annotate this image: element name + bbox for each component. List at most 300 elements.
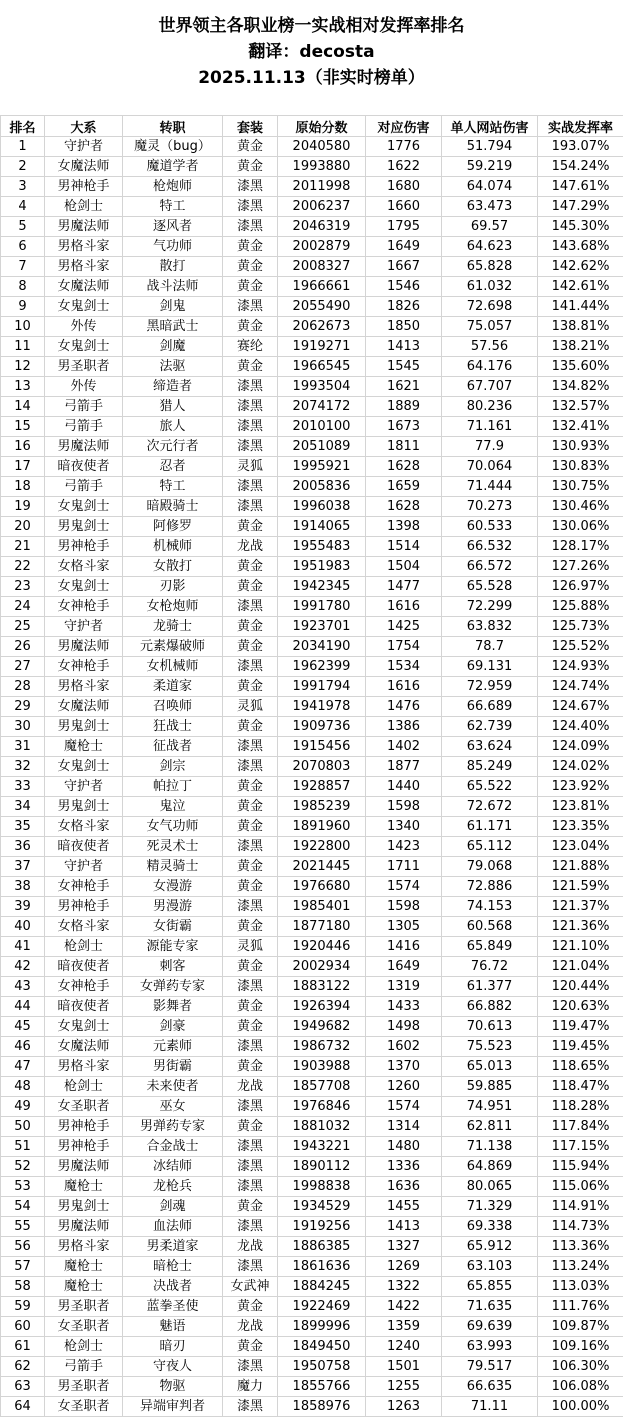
- cell-rank: 45: [1, 1017, 45, 1037]
- table-row: [1, 1317, 623, 1337]
- cell-rank: 12: [1, 357, 45, 377]
- cell-damage: 1480: [366, 1137, 442, 1157]
- cell-class: 弓箭手: [45, 417, 123, 437]
- cell-subclass: 剑豪: [123, 1017, 223, 1037]
- cell-set: 赛纶: [223, 337, 278, 357]
- cell-rank: 61: [1, 1337, 45, 1357]
- cell-raw-score: 1928857: [278, 777, 366, 797]
- table-row: [1, 817, 623, 837]
- cell-rank: 51: [1, 1137, 45, 1157]
- column-header-raw-score: 原始分数: [278, 116, 366, 137]
- table-row: [1, 1297, 623, 1317]
- cell-damage: 1660: [366, 197, 442, 217]
- cell-performance-rate: 123.81%: [538, 797, 623, 817]
- table-row: [1, 1097, 623, 1117]
- cell-raw-score: 2021445: [278, 857, 366, 877]
- cell-raw-score: 1966545: [278, 357, 366, 377]
- cell-raw-score: 1923701: [278, 617, 366, 637]
- cell-subclass: 合金战士: [123, 1137, 223, 1157]
- cell-solo-site-damage: 75.057: [442, 317, 538, 337]
- cell-damage: 1416: [366, 937, 442, 957]
- cell-damage: 1649: [366, 957, 442, 977]
- cell-raw-score: 1890112: [278, 1157, 366, 1177]
- cell-set: 漆黑: [223, 1257, 278, 1277]
- cell-rank: 54: [1, 1197, 45, 1217]
- cell-raw-score: 1857708: [278, 1077, 366, 1097]
- cell-solo-site-damage: 85.249: [442, 757, 538, 777]
- table-row: [1, 237, 623, 257]
- cell-set: 漆黑: [223, 397, 278, 417]
- cell-performance-rate: 134.82%: [538, 377, 623, 397]
- cell-rank: 16: [1, 437, 45, 457]
- cell-damage: 1425: [366, 617, 442, 637]
- cell-damage: 1649: [366, 237, 442, 257]
- cell-performance-rate: 124.67%: [538, 697, 623, 717]
- cell-solo-site-damage: 65.849: [442, 937, 538, 957]
- cell-rank: 7: [1, 257, 45, 277]
- cell-rank: 20: [1, 517, 45, 537]
- cell-rank: 56: [1, 1237, 45, 1257]
- cell-raw-score: 1849450: [278, 1337, 366, 1357]
- cell-raw-score: 1993504: [278, 377, 366, 397]
- cell-performance-rate: 118.65%: [538, 1057, 623, 1077]
- table-row: [1, 1397, 623, 1417]
- cell-performance-rate: 145.30%: [538, 217, 623, 237]
- cell-class: 弓箭手: [45, 477, 123, 497]
- cell-raw-score: 1886385: [278, 1237, 366, 1257]
- cell-subclass: 女漫游: [123, 877, 223, 897]
- cell-rank: 39: [1, 897, 45, 917]
- cell-solo-site-damage: 65.528: [442, 577, 538, 597]
- cell-performance-rate: 132.41%: [538, 417, 623, 437]
- cell-solo-site-damage: 66.689: [442, 697, 538, 717]
- cell-rank: 46: [1, 1037, 45, 1057]
- cell-solo-site-damage: 69.338: [442, 1217, 538, 1237]
- cell-rank: 6: [1, 237, 45, 257]
- cell-set: 漆黑: [223, 437, 278, 457]
- cell-damage: 1314: [366, 1117, 442, 1137]
- cell-damage: 1305: [366, 917, 442, 937]
- cell-performance-rate: 114.91%: [538, 1197, 623, 1217]
- cell-subclass: 暗殿骑士: [123, 497, 223, 517]
- cell-raw-score: 1903988: [278, 1057, 366, 1077]
- table-row: [1, 1117, 623, 1137]
- cell-subclass: 决战者: [123, 1277, 223, 1297]
- cell-solo-site-damage: 66.882: [442, 997, 538, 1017]
- cell-class: 女鬼剑士: [45, 297, 123, 317]
- cell-performance-rate: 114.73%: [538, 1217, 623, 1237]
- cell-class: 女神枪手: [45, 597, 123, 617]
- cell-performance-rate: 124.93%: [538, 657, 623, 677]
- cell-subclass: 阿修罗: [123, 517, 223, 537]
- cell-class: 女神枪手: [45, 877, 123, 897]
- cell-set: 漆黑: [223, 377, 278, 397]
- cell-raw-score: 1985239: [278, 797, 366, 817]
- cell-performance-rate: 128.17%: [538, 537, 623, 557]
- cell-solo-site-damage: 70.064: [442, 457, 538, 477]
- cell-set: 灵狐: [223, 937, 278, 957]
- cell-damage: 1534: [366, 657, 442, 677]
- cell-raw-score: 1955483: [278, 537, 366, 557]
- cell-damage: 1319: [366, 977, 442, 997]
- cell-raw-score: 1899996: [278, 1317, 366, 1337]
- cell-damage: 1776: [366, 137, 442, 157]
- cell-damage: 1711: [366, 857, 442, 877]
- cell-damage: 1240: [366, 1337, 442, 1357]
- cell-damage: 1616: [366, 677, 442, 697]
- cell-set: 黄金: [223, 1197, 278, 1217]
- cell-subclass: 精灵骑士: [123, 857, 223, 877]
- cell-solo-site-damage: 77.9: [442, 437, 538, 457]
- table-row: [1, 837, 623, 857]
- cell-class: 男神枪手: [45, 537, 123, 557]
- cell-rank: 47: [1, 1057, 45, 1077]
- cell-solo-site-damage: 60.568: [442, 917, 538, 937]
- cell-class: 女圣职者: [45, 1097, 123, 1117]
- cell-damage: 1402: [366, 737, 442, 757]
- cell-raw-score: 2010100: [278, 417, 366, 437]
- cell-damage: 1498: [366, 1017, 442, 1037]
- cell-damage: 1636: [366, 1177, 442, 1197]
- cell-subclass: 剑魂: [123, 1197, 223, 1217]
- cell-set: 黄金: [223, 1337, 278, 1357]
- cell-set: 黄金: [223, 257, 278, 277]
- cell-damage: 1680: [366, 177, 442, 197]
- cell-set: 黄金: [223, 1057, 278, 1077]
- cell-raw-score: 1914065: [278, 517, 366, 537]
- cell-raw-score: 2008327: [278, 257, 366, 277]
- cell-subclass: 守夜人: [123, 1357, 223, 1377]
- cell-solo-site-damage: 71.161: [442, 417, 538, 437]
- table-row: [1, 917, 623, 937]
- cell-damage: 1598: [366, 797, 442, 817]
- cell-set: 漆黑: [223, 757, 278, 777]
- cell-solo-site-damage: 63.103: [442, 1257, 538, 1277]
- cell-damage: 1598: [366, 897, 442, 917]
- cell-class: 弓箭手: [45, 1357, 123, 1377]
- cell-solo-site-damage: 71.138: [442, 1137, 538, 1157]
- cell-class: 守护者: [45, 137, 123, 157]
- cell-solo-site-damage: 51.794: [442, 137, 538, 157]
- cell-set: 漆黑: [223, 177, 278, 197]
- cell-class: 男格斗家: [45, 677, 123, 697]
- cell-solo-site-damage: 72.959: [442, 677, 538, 697]
- cell-solo-site-damage: 71.635: [442, 1297, 538, 1317]
- cell-solo-site-damage: 62.811: [442, 1117, 538, 1137]
- cell-performance-rate: 147.29%: [538, 197, 623, 217]
- cell-set: 漆黑: [223, 217, 278, 237]
- table-row: [1, 377, 623, 397]
- cell-set: 漆黑: [223, 1177, 278, 1197]
- cell-raw-score: 1962399: [278, 657, 366, 677]
- cell-class: 男鬼剑士: [45, 717, 123, 737]
- cell-performance-rate: 125.52%: [538, 637, 623, 657]
- cell-class: 男神枪手: [45, 897, 123, 917]
- cell-raw-score: 1915456: [278, 737, 366, 757]
- cell-raw-score: 1985401: [278, 897, 366, 917]
- cell-subclass: 影舞者: [123, 997, 223, 1017]
- cell-set: 龙战: [223, 537, 278, 557]
- cell-class: 枪剑士: [45, 1337, 123, 1357]
- cell-damage: 1255: [366, 1377, 442, 1397]
- cell-set: 黄金: [223, 817, 278, 837]
- cell-solo-site-damage: 61.032: [442, 277, 538, 297]
- cell-subclass: 血法师: [123, 1217, 223, 1237]
- cell-set: 龙战: [223, 1317, 278, 1337]
- cell-rank: 34: [1, 797, 45, 817]
- cell-subclass: 召唤师: [123, 697, 223, 717]
- cell-damage: 1574: [366, 1097, 442, 1117]
- cell-subclass: 黑暗武士: [123, 317, 223, 337]
- cell-rank: 11: [1, 337, 45, 357]
- cell-rank: 27: [1, 657, 45, 677]
- cell-subclass: 柔道家: [123, 677, 223, 697]
- cell-class: 男圣职者: [45, 1297, 123, 1317]
- cell-damage: 1628: [366, 457, 442, 477]
- cell-subclass: 龙骑士: [123, 617, 223, 637]
- cell-rank: 63: [1, 1377, 45, 1397]
- cell-damage: 1413: [366, 337, 442, 357]
- cell-raw-score: 1884245: [278, 1277, 366, 1297]
- cell-solo-site-damage: 69.57: [442, 217, 538, 237]
- cell-rank: 42: [1, 957, 45, 977]
- cell-damage: 1422: [366, 1297, 442, 1317]
- cell-damage: 1269: [366, 1257, 442, 1277]
- cell-rank: 13: [1, 377, 45, 397]
- cell-raw-score: 1996038: [278, 497, 366, 517]
- table-row: [1, 457, 623, 477]
- cell-performance-rate: 123.35%: [538, 817, 623, 837]
- cell-performance-rate: 106.08%: [538, 1377, 623, 1397]
- cell-class: 男格斗家: [45, 1237, 123, 1257]
- cell-raw-score: 1942345: [278, 577, 366, 597]
- cell-raw-score: 1986732: [278, 1037, 366, 1057]
- cell-raw-score: 1919271: [278, 337, 366, 357]
- cell-damage: 1795: [366, 217, 442, 237]
- cell-performance-rate: 121.37%: [538, 897, 623, 917]
- cell-rank: 14: [1, 397, 45, 417]
- cell-set: 漆黑: [223, 477, 278, 497]
- cell-damage: 1754: [366, 637, 442, 657]
- cell-solo-site-damage: 71.444: [442, 477, 538, 497]
- cell-damage: 1440: [366, 777, 442, 797]
- cell-raw-score: 1858976: [278, 1397, 366, 1417]
- cell-solo-site-damage: 59.219: [442, 157, 538, 177]
- column-header-rank: 排名: [1, 116, 45, 137]
- table-row: [1, 357, 623, 377]
- cell-rank: 18: [1, 477, 45, 497]
- table-row: [1, 697, 623, 717]
- table-row: [1, 197, 623, 217]
- cell-set: 龙战: [223, 1077, 278, 1097]
- cell-set: 黄金: [223, 357, 278, 377]
- cell-class: 男圣职者: [45, 357, 123, 377]
- cell-set: 漆黑: [223, 597, 278, 617]
- cell-class: 魔枪士: [45, 1177, 123, 1197]
- cell-subclass: 特工: [123, 477, 223, 497]
- cell-rank: 40: [1, 917, 45, 937]
- table-row: [1, 297, 623, 317]
- cell-raw-score: 1950758: [278, 1357, 366, 1377]
- table-row: [1, 777, 623, 797]
- cell-solo-site-damage: 67.707: [442, 377, 538, 397]
- cell-damage: 1514: [366, 537, 442, 557]
- cell-raw-score: 2040580: [278, 137, 366, 157]
- cell-subclass: 枪炮师: [123, 177, 223, 197]
- cell-rank: 4: [1, 197, 45, 217]
- cell-solo-site-damage: 65.013: [442, 1057, 538, 1077]
- cell-set: 黄金: [223, 277, 278, 297]
- cell-class: 男神枪手: [45, 1137, 123, 1157]
- cell-raw-score: 1991794: [278, 677, 366, 697]
- cell-performance-rate: 125.88%: [538, 597, 623, 617]
- table-row: [1, 477, 623, 497]
- cell-performance-rate: 117.15%: [538, 1137, 623, 1157]
- cell-rank: 60: [1, 1317, 45, 1337]
- table-row: [1, 997, 623, 1017]
- cell-subclass: 元素爆破师: [123, 637, 223, 657]
- cell-performance-rate: 123.04%: [538, 837, 623, 857]
- cell-set: 黄金: [223, 777, 278, 797]
- cell-subclass: 蓝拳圣使: [123, 1297, 223, 1317]
- cell-raw-score: 2074172: [278, 397, 366, 417]
- cell-performance-rate: 127.26%: [538, 557, 623, 577]
- cell-performance-rate: 132.57%: [538, 397, 623, 417]
- cell-performance-rate: 120.44%: [538, 977, 623, 997]
- table-row: [1, 1237, 623, 1257]
- table-row: [1, 1257, 623, 1277]
- cell-rank: 1: [1, 137, 45, 157]
- cell-damage: 1622: [366, 157, 442, 177]
- cell-performance-rate: 142.62%: [538, 257, 623, 277]
- cell-raw-score: 1877180: [278, 917, 366, 937]
- cell-class: 女魔法师: [45, 157, 123, 177]
- cell-damage: 1423: [366, 837, 442, 857]
- cell-class: 魔枪士: [45, 1257, 123, 1277]
- table-row: [1, 977, 623, 997]
- cell-rank: 23: [1, 577, 45, 597]
- cell-solo-site-damage: 69.131: [442, 657, 538, 677]
- cell-solo-site-damage: 60.533: [442, 517, 538, 537]
- cell-set: 黄金: [223, 137, 278, 157]
- cell-set: 黄金: [223, 237, 278, 257]
- cell-performance-rate: 130.93%: [538, 437, 623, 457]
- cell-raw-score: 2051089: [278, 437, 366, 457]
- cell-rank: 10: [1, 317, 45, 337]
- cell-raw-score: 1919256: [278, 1217, 366, 1237]
- cell-rank: 22: [1, 557, 45, 577]
- cell-solo-site-damage: 65.112: [442, 837, 538, 857]
- cell-damage: 1322: [366, 1277, 442, 1297]
- cell-solo-site-damage: 80.236: [442, 397, 538, 417]
- cell-performance-rate: 143.68%: [538, 237, 623, 257]
- table-row: [1, 137, 623, 157]
- cell-damage: 1476: [366, 697, 442, 717]
- cell-subclass: 缔造者: [123, 377, 223, 397]
- cell-rank: 24: [1, 597, 45, 617]
- cell-performance-rate: 135.60%: [538, 357, 623, 377]
- cell-raw-score: 1998838: [278, 1177, 366, 1197]
- cell-set: 黄金: [223, 1117, 278, 1137]
- cell-damage: 1621: [366, 377, 442, 397]
- cell-damage: 1455: [366, 1197, 442, 1217]
- cell-set: 黄金: [223, 617, 278, 637]
- table-row: [1, 637, 623, 657]
- cell-set: 漆黑: [223, 977, 278, 997]
- cell-set: 黄金: [223, 997, 278, 1017]
- cell-solo-site-damage: 64.074: [442, 177, 538, 197]
- table-row: [1, 1217, 623, 1237]
- cell-solo-site-damage: 65.522: [442, 777, 538, 797]
- cell-set: 女武神: [223, 1277, 278, 1297]
- cell-solo-site-damage: 66.635: [442, 1377, 538, 1397]
- cell-set: 黄金: [223, 957, 278, 977]
- cell-subclass: 帕拉丁: [123, 777, 223, 797]
- cell-rank: 3: [1, 177, 45, 197]
- cell-class: 女鬼剑士: [45, 757, 123, 777]
- cell-performance-rate: 113.36%: [538, 1237, 623, 1257]
- cell-class: 暗夜使者: [45, 837, 123, 857]
- table-row: [1, 597, 623, 617]
- cell-rank: 53: [1, 1177, 45, 1197]
- table-row: [1, 1357, 623, 1377]
- cell-subclass: 异端审判者: [123, 1397, 223, 1417]
- cell-solo-site-damage: 64.623: [442, 237, 538, 257]
- cell-set: 漆黑: [223, 417, 278, 437]
- cell-damage: 1370: [366, 1057, 442, 1077]
- cell-set: 漆黑: [223, 837, 278, 857]
- cell-damage: 1336: [366, 1157, 442, 1177]
- cell-set: 漆黑: [223, 1097, 278, 1117]
- table-row: [1, 1057, 623, 1077]
- cell-performance-rate: 118.47%: [538, 1077, 623, 1097]
- cell-rank: 19: [1, 497, 45, 517]
- cell-subclass: 未来使者: [123, 1077, 223, 1097]
- cell-performance-rate: 100.00%: [538, 1397, 623, 1417]
- cell-subclass: 剑宗: [123, 757, 223, 777]
- cell-rank: 43: [1, 977, 45, 997]
- cell-performance-rate: 111.76%: [538, 1297, 623, 1317]
- cell-solo-site-damage: 61.171: [442, 817, 538, 837]
- cell-rank: 17: [1, 457, 45, 477]
- cell-performance-rate: 124.09%: [538, 737, 623, 757]
- cell-subclass: 男街霸: [123, 1057, 223, 1077]
- cell-set: 漆黑: [223, 497, 278, 517]
- cell-raw-score: 1976846: [278, 1097, 366, 1117]
- cell-performance-rate: 118.28%: [538, 1097, 623, 1117]
- cell-class: 女鬼剑士: [45, 337, 123, 357]
- cell-class: 男格斗家: [45, 1057, 123, 1077]
- cell-class: 女魔法师: [45, 1037, 123, 1057]
- table-row: [1, 417, 623, 437]
- cell-performance-rate: 115.94%: [538, 1157, 623, 1177]
- cell-class: 男魔法师: [45, 217, 123, 237]
- cell-rank: 25: [1, 617, 45, 637]
- cell-rank: 64: [1, 1397, 45, 1417]
- cell-damage: 1398: [366, 517, 442, 537]
- cell-class: 暗夜使者: [45, 997, 123, 1017]
- cell-raw-score: 1949682: [278, 1017, 366, 1037]
- table-row: [1, 677, 623, 697]
- cell-rank: 36: [1, 837, 45, 857]
- cell-subclass: 男漫游: [123, 897, 223, 917]
- cell-subclass: 剑魔: [123, 337, 223, 357]
- cell-raw-score: 2062673: [278, 317, 366, 337]
- cell-raw-score: 2005836: [278, 477, 366, 497]
- cell-damage: 1359: [366, 1317, 442, 1337]
- cell-set: 龙战: [223, 1237, 278, 1257]
- cell-damage: 1501: [366, 1357, 442, 1377]
